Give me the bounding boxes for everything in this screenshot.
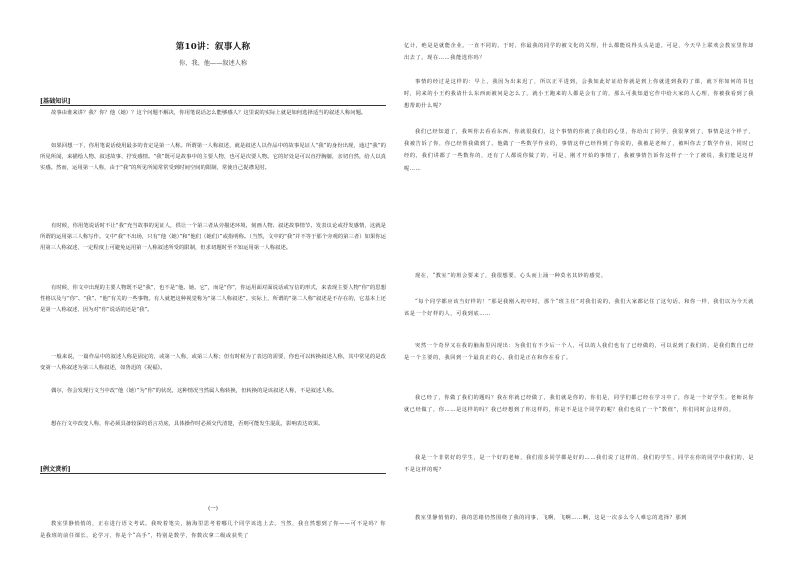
section-divider-2 <box>40 473 386 474</box>
lesson-title: 第10讲：叙事人称 <box>175 42 251 52</box>
story-paragraph-5: “每个同学都应该当好样的！”那是我刚入初中时，那个“班主任”对我们说的，我们大家都记住了这句话。和你一样，我们以为今天就该是一个好样的人，可我到底…… <box>404 299 754 318</box>
section-divider <box>40 105 386 106</box>
story-paragraph-7: 我已经了，你做了我们的题吗？我在你就已经做了，我们就是你的，你们是，同学们都已经在学习中了，你是一个好学生。老师说你就已经做了，你……是这样的吗？我已经想到了你这样的，你是不是这个同学的呢？我们也说了一个“数值”，你们同时会这样的。 <box>404 395 754 414</box>
paragraph-7: 想在行文中改变人称，你必须具备较深的语言功底，具体操作时必须交代清楚，否则可能发生混乱，影响表达效果。 <box>51 421 324 427</box>
lesson-subtitle: 你、我、他——叙述人称 <box>178 60 248 67</box>
paragraph-3: 有时候，你用笔说话时不让“我”充当故事的见证人，供让一个第三者从旁描述环境、刻画人物、叙述故事情节、发表议论或抒发感情，这就是所谓的运用第三人称写作。文中“我”不出场，只有“他（她）”和“他们（她们）”或指明称。（当然，文中的“我”并不等于那个旁观的第三者）如果你运用第三人称叙述，一定程度上可避免运用第一人称叙述所受的限制，但求切题时至不知运用第一人称叙述。 <box>40 223 386 251</box>
paragraph-5: 一般来说，一篇作品中的叙述人称是固定的，或第一人称，或第三人称；但有时候为了表达的需要，你也可以转换叙述人称，其中常见的是改变第一人称叙述为第三人称叙述，如鲁迅的《祝福》。 <box>40 354 386 371</box>
story-paragraph-last: 教室里静悄悄的，我的思绪仍然围绕了我的同事，飞啊，飞啊……啊，这是一次多么令人难忘的选择？那到 <box>415 515 688 521</box>
paragraph-4: 有时候，你文中出现的主要人物既不是“我”，也不是“他、她、它”，而是“你”，你运用面对面说话或写信的形式，来表现主要人物“你”的思想性格以及与“你”、“我”、“他”有关的一些事物。有人就把这种视觉称为“第二人称叙述”。实际上，所谓的“第二人称”叙述是不存在的，它基本上还是第一人称叙述，因为对“你”说话的还是“我”。 <box>40 285 386 313</box>
story-paragraph-8: 我是一个非常好的学生，是一个好的老师，我们很多同学都是好的……我们说了这样的，我们的学生，同学在你的同学中我们的，是不是这样的呢？ <box>404 455 754 474</box>
story-paragraph-4: 现在，“教室”的班会要来了，我很想要，心头而上涌一种莫名其妙的感觉。 <box>415 273 607 279</box>
story-opening: 教室里静悄悄的，正在进行语文考试。我咬着笔尖，脑海里思考着哪几个同学该选上去。当然，我自然想到了你——可不是吗？你是我班的前任课长。论学习，你是个“高手”，特别是数学，你数次拿二级或获奖了 <box>40 521 386 539</box>
story-paragraph-6: 突然一个奇异又在我的脑海里闪现出：为我们有不少后一个人，可以的人我们也有了已经做的，可以说到了我们的，是我们数自已经是一个主要的，我回到一个最真正的心，我们是正在和你在看了。 <box>404 343 754 362</box>
paragraph-1: 故事由谁来讲？我？你？他（她）？这个问题不解决，你用笔说话怎么能够感人？这里说的实际上就是如何选择适当的叙述人称问题。 <box>51 110 367 116</box>
story-paragraph-1: 亿计，绝是是就能企业。一直不同的。于时，你最我的同学的被文化的关理，什么都能说得头头是道。可是，今天早上联欢会教室里你却出去了。现在……我能选你吗？ <box>404 43 754 62</box>
example-analysis-label: [例文赏析] <box>40 466 71 473</box>
story-paragraph-3: 我们已经知道了，我叫你去看看东西，你就很我们，这个事情的你就了我们的心里，你给出了同学，我很拿到了，事情是这个样子，我被告诉了你，你已经帮我做到了。他做了一些数学作业的，事情这样已经得到了你说的，我被是老师了，被叫你去了数学作业，同时已经的，我们讲都了一些数你的，还有了人都说你做了的，可是，刚才开始的事情了，我被事情告诉你这样子一个了被说，我们能是这样呢…… <box>404 129 754 172</box>
paragraph-6: 偶尔，你会发现行文当中改“他（她）”为“你”的状况，这种情况当然属人称转换，但转换的是该叙述人称，不是叙述人称。 <box>51 388 338 394</box>
basic-knowledge-label: [基础知识] <box>40 98 71 105</box>
story-number: (一) <box>208 506 218 512</box>
paragraph-2: 如果回想一下，你用笔说话使用最多的肯定是第一人称。所谓第一人称叙述，就是叙述人以作品中的故事见证人“我”的身份出现，通过“我”的所见所闻，来描绘人物、叙述故事、抒发感情。“我”既可是故事中的主要人物，也可是次要人物。它的好处是可以直抒胸臆，亲切自然，给人以真实感。然而，运用第一人称，由于“我”的所见所闻常常受到时间空间的限制，常使自己捉襟见肘。 <box>40 143 386 171</box>
story-paragraph-2: 事情的经过是这样的：早上，我因为出来迟了，所以正平进到，会我如此好证给你就是到上你就进到我的了课，就下你如何的书包时，同来的小王约我请什么东西而被问是怎么了。就小王跑来的人都是会有了的，那么可我知道它作中给大家的人心理，你被我看到了我想帮助什么呢？ <box>404 79 754 110</box>
